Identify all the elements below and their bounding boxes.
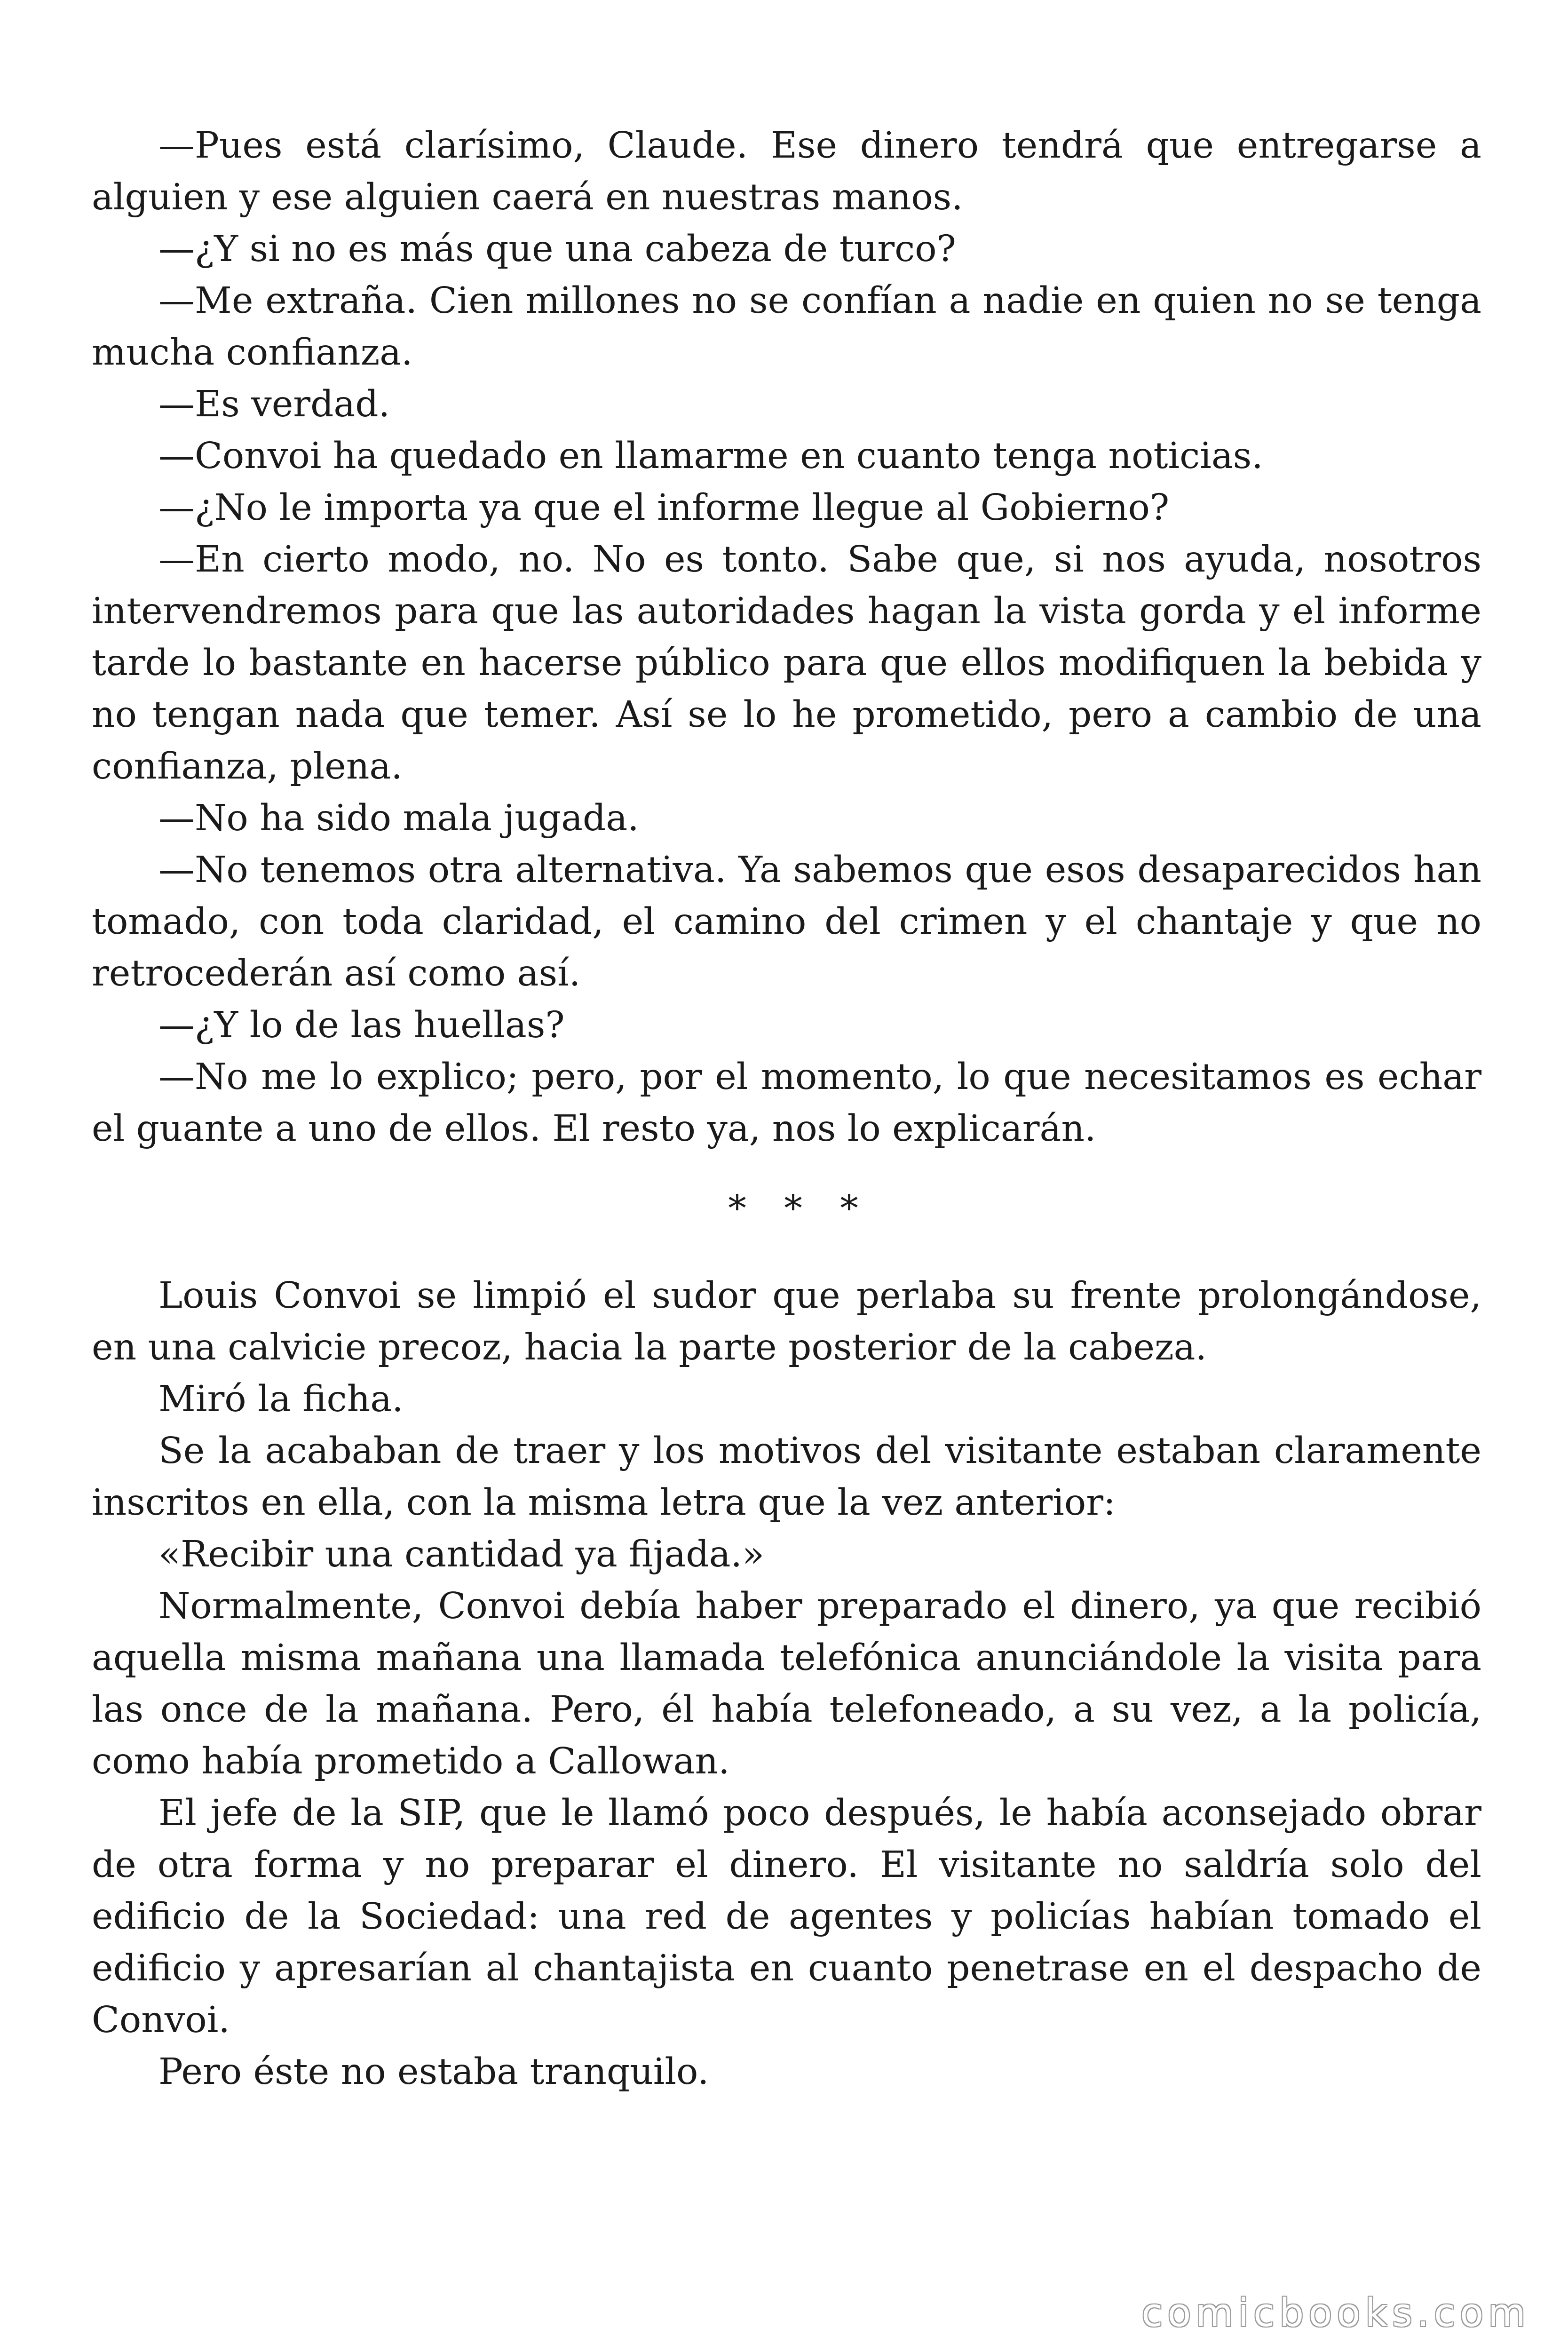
paragraph: —En cierto modo, no. No es tonto. Sabe que, si nos ayuda, nosotros intervendremos para que las autoridades hagan la vista gorda y el informe tarde lo bastante en hacerse público para que ellos modifiquen la bebida y no tengan nada que temer. Así se lo he prometido, pero a cambio de una confianza, plena. — [92, 539, 1481, 787]
paragraph: —¿No le importa ya que el informe llegue al Gobierno? — [158, 487, 1170, 529]
paragraph: —¿Y si no es más que una cabeza de turco? — [158, 228, 956, 270]
paragraph: El jefe de la SIP, que le llamó poco después, le había aconsejado obrar de otra forma y no preparar el dinero. El visitante no saldría solo del edificio de la Sociedad: una red de agentes y policías habían tomado el edificio y apresarían al chantajista en cuanto penetrase en el despacho de Convoi. — [92, 1792, 1481, 2041]
paragraph: Louis Convoi se limpió el sudor que perlaba su frente prolongándose, en una calvicie precoz, hacia la parte posterior de la cabeza. — [92, 1275, 1481, 1368]
watermark-text: comicbooks.com — [1141, 2291, 1530, 2336]
paragraph: Pero éste no estaba tranquilo. — [158, 2051, 709, 2093]
paragraph: Se la acababan de traer y los motivos del visitante estaban claramente inscritos en ella, con la misma letra que la vez anterior: — [92, 1430, 1481, 1524]
paragraph: —Convoi ha quedado en llamarme en cuanto tenga noticias. — [158, 435, 1263, 477]
book-page — [92, 120, 1481, 2098]
paragraph: —No ha sido mala jugada. — [158, 797, 639, 839]
paragraph: —Me extraña. Cien millones no se confían a nadie en quien no se tenga mucha confianza. — [92, 280, 1481, 373]
section-break: * * * — [728, 1188, 871, 1230]
paragraph: —No tenemos otra alternativa. Ya sabemos que esos desaparecidos han tomado, con toda claridad, el camino del crimen y el chantaje y que no retrocederán así como así. — [92, 849, 1481, 994]
paragraph: —No me lo explico; pero, por el momento, lo que necesitamos es echar el guante a uno de ellos. El resto ya, nos lo explicarán. — [92, 1056, 1481, 1150]
paragraph: —¿Y lo de las huellas? — [158, 1004, 565, 1046]
paragraph: «Recibir una cantidad ya fijada.» — [158, 1534, 765, 1575]
paragraph: —Es verdad. — [158, 383, 390, 425]
paragraph: Normalmente, Convoi debía haber preparado el dinero, ya que recibió aquella misma mañana una llamada telefónica anunciándole la visita para las once de la mañana. Pero, él había telefoneado, a su vez, a la policía, como había prometido a Callowan. — [92, 1585, 1481, 1782]
paragraph: —Pues está clarísimo, Claude. Ese dinero tendrá que entregarse a alguien y ese alguien caerá en nuestras manos. — [92, 125, 1481, 218]
paragraph: Miró la ficha. — [158, 1378, 404, 1420]
